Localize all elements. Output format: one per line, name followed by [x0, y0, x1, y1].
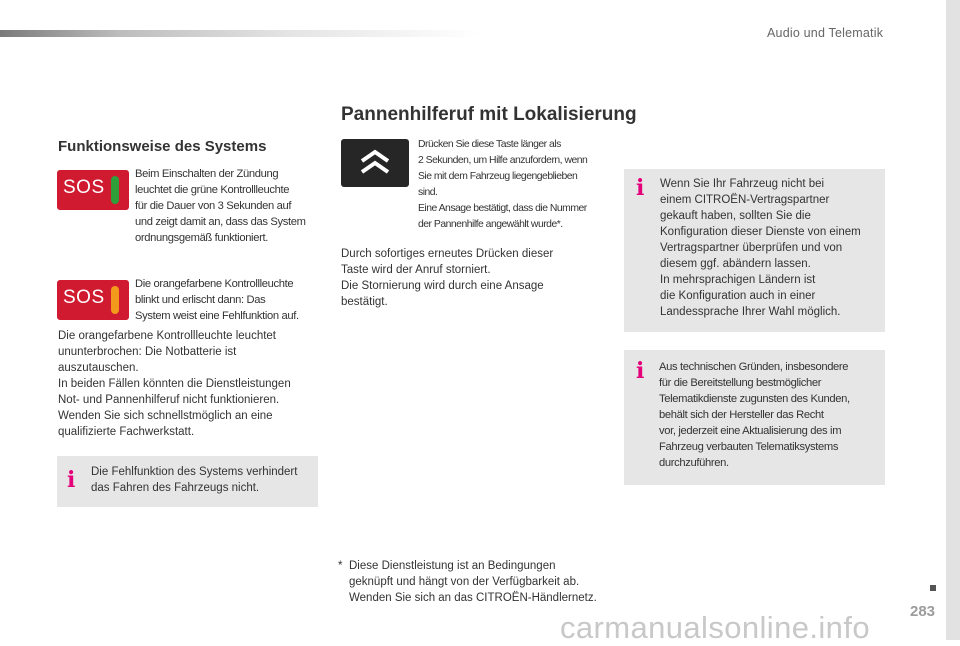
- page-edge-tab: [946, 0, 960, 640]
- sos-label: SOS: [63, 287, 105, 308]
- sos-label: SOS: [63, 177, 105, 198]
- assistance-call-button: [341, 139, 409, 187]
- header-gradient-bar: [0, 30, 480, 37]
- sos-button-green-lamp: [57, 170, 129, 210]
- page-marker: [930, 585, 936, 591]
- battery-paragraph: Die orangefarbene Kontrollleuchte leuchtet ununterbrochen: Die Notbatterie ist auszutauschen. In beiden Fällen könnten die Dienstleistungen Not- und Pannenhilferuf nicht funktionieren. Wenden Sie sich schnellstmöglich an eine qualifizierte Fachwerkstatt.: [58, 330, 291, 438]
- info-box-configuration: i Wenn Sie Ihr Fahrzeug nicht bei einem CITROËN-Vertragspartner gekauft haben, sollten Sie die Konfiguration dieser Dienste von einem Vertragspartner überprüfen und von diesem ggf. abändern lassen. In mehrsprachigen Ländern ist die Konfiguration auch in einer Landessprache Ihrer Wahl möglich.: [624, 169, 885, 332]
- footnote-text: Diese Dienstleistung ist an Bedingungen geknüpft und hängt von der Verfügbarkeit ab. Wenden Sie sich an das CITROËN-Händlernetz.: [349, 560, 597, 604]
- sos-orange-description: Die orangefarbene Kontrollleuchte blinkt und erlischt dann: Das System weist eine Fehlfunktion auf.: [135, 278, 299, 322]
- info-icon: i: [67, 467, 76, 493]
- footnote-marker: *: [338, 560, 343, 572]
- page-title: Pannenhilferuf mit Lokalisierung: [341, 104, 637, 125]
- cancel-call-paragraph: Durch sofortiges erneutes Drücken dieser Taste wird der Anruf storniert. Die Stornierung wird durch eine Ansage bestätigt.: [341, 248, 554, 308]
- sos-button-orange-lamp: [57, 280, 129, 320]
- assistance-button-description: Drücken Sie diese Taste länger als 2 Sekunden, um Hilfe anzufordern, wenn Sie mit dem Fahrzeug liegengeblieben sind. Eine Ansage bestätigt, dass die Nummer der Pannenhilfe angewählt wurde*.: [418, 139, 588, 230]
- page-number: 283: [910, 603, 936, 620]
- sos-green-description: Beim Einschalten der Zündung leuchtet die grüne Kontrollleuchte für die Dauer von 3 Sekunden auf und zeigt damit an, dass das System ordnungsgemäß funktioniert.: [135, 168, 306, 244]
- info-icon: i: [636, 175, 645, 201]
- citroen-chevrons-icon: [341, 139, 409, 187]
- info-box-malfunction: i Die Fehlfunktion des Systems verhindert das Fahren des Fahrzeugs nicht.: [57, 456, 318, 507]
- info-box-updates: i Aus technischen Gründen, insbesondere für die Bereitstellung bestmöglicher Telematikdienste zugunsten des Kunden, behält sich der Hersteller das Recht vor, jederzeit eine Aktualisierung des im Fahrzeug verbauten Telematiksystems durchzuführen.: [624, 350, 885, 485]
- orange-indicator-lamp-icon: [111, 286, 119, 314]
- watermark: carmanualsonline.info: [560, 610, 870, 645]
- info-icon: i: [636, 358, 645, 384]
- section-title: Audio und Telematik: [767, 26, 884, 40]
- section-heading: Funktionsweise des Systems: [58, 138, 267, 155]
- green-indicator-lamp-icon: [111, 176, 119, 204]
